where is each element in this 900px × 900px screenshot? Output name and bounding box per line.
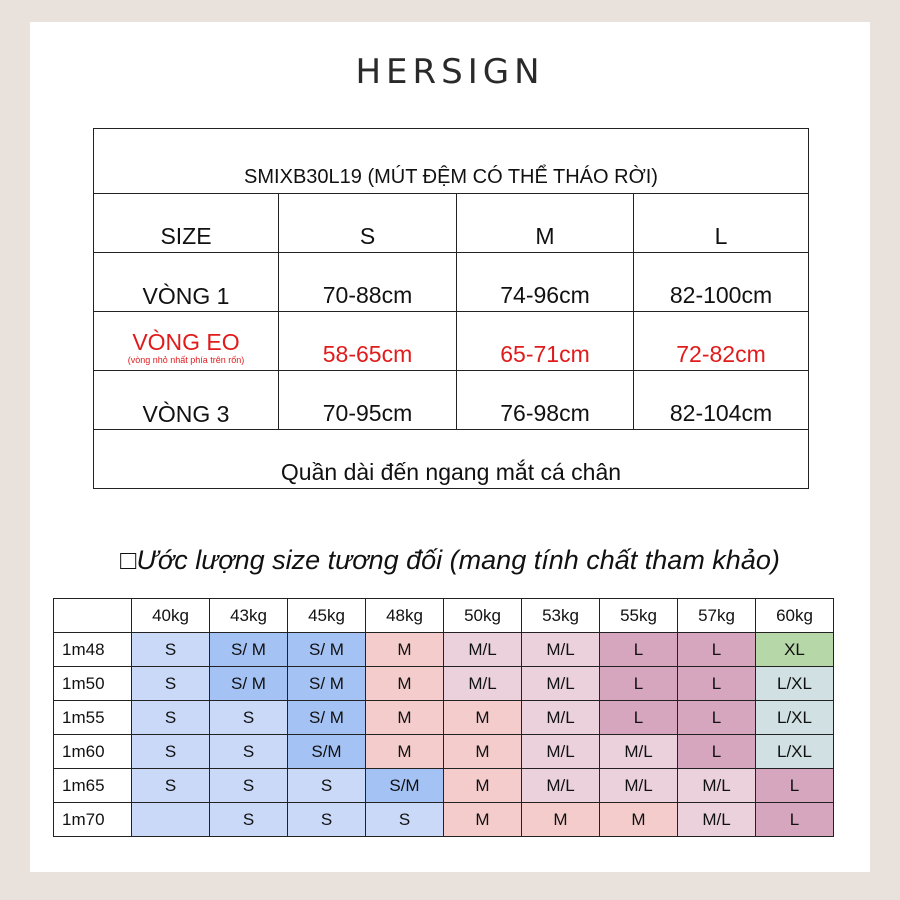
size-cell: M [444,701,522,735]
size-cell: S [132,633,210,667]
height-header: 1m60 [54,735,132,769]
measure-value: 82-100cm [634,253,809,312]
measure-row-hip [94,371,809,430]
size-header-row [94,194,809,253]
size-cell: L/XL [756,735,834,769]
size-cell: M/L [600,735,678,769]
size-cell: L [678,633,756,667]
height-header: 1m55 [54,701,132,735]
size-cell: L [756,803,834,837]
size-cell: M/L [522,667,600,701]
measure-value: 70-88cm [279,253,457,312]
measure-value: 70-95cm [279,371,457,430]
pants-length-note: Quần dài đến ngang mắt cá chân [94,430,809,489]
height-row [54,701,834,735]
size-cell: S/ M [288,667,366,701]
size-cell: S [132,769,210,803]
size-cell: M/L [444,667,522,701]
size-estimate-title: □Ước lượng size tương đối (mang tính chất tham khảo) [120,545,780,575]
size-cell: S [132,701,210,735]
size-header-s: S [279,194,457,253]
waist-sublabel: (vòng nhỏ nhất phía trên rốn) [127,355,245,365]
size-cell: S [210,769,288,803]
height-row [54,633,834,667]
size-cell: M [366,633,444,667]
weight-header: 45kg [288,599,366,633]
height-header: 1m70 [54,803,132,837]
size-cell: M [366,667,444,701]
measure-row-waist [94,312,809,371]
height-header: 1m50 [54,667,132,701]
size-cell: L/XL [756,701,834,735]
size-cell: M [444,735,522,769]
measure-value: 58-65cm [279,312,457,371]
weight-header: 50kg [444,599,522,633]
weight-header: 43kg [210,599,288,633]
size-cell: S [288,769,366,803]
size-cell: S/ M [210,633,288,667]
size-cell: S [132,735,210,769]
size-cell: S [210,701,288,735]
size-cell: S/ M [288,701,366,735]
measure-value: 76-98cm [457,371,634,430]
size-label: SIZE [94,194,279,253]
size-cell: M [522,803,600,837]
measure-value: 72-82cm [634,312,809,371]
size-cell: L [678,701,756,735]
height-row [54,735,834,769]
size-cell: S/ M [288,633,366,667]
size-cell: M [444,769,522,803]
size-cell: S [210,735,288,769]
weight-header: 55kg [600,599,678,633]
weight-header-row [54,599,834,633]
height-header: 1m48 [54,633,132,667]
size-cell: S/M [288,735,366,769]
weight-header: 48kg [366,599,444,633]
size-cell: M/L [600,769,678,803]
corner-cell [54,599,132,633]
product-code-row [94,129,809,194]
height-header: 1m65 [54,769,132,803]
size-header-m: M [457,194,634,253]
size-cell: M [444,803,522,837]
size-cell: L [678,667,756,701]
weight-header: 60kg [756,599,834,633]
size-cell: M [600,803,678,837]
measure-value: 82-104cm [634,371,809,430]
measure-label: VÒNG 1 [94,253,279,312]
size-spec-table [93,128,809,489]
size-cell: S [366,803,444,837]
measure-label: VÒNG 3 [94,371,279,430]
height-row [54,769,834,803]
size-cell: M/L [522,769,600,803]
size-cell: S/M [366,769,444,803]
size-cell: S [132,667,210,701]
size-header-l: L [634,194,809,253]
size-cell: M/L [522,633,600,667]
pants-length-note-row [94,430,809,489]
size-cell: M/L [678,803,756,837]
size-cell: S [210,803,288,837]
size-cell: L [756,769,834,803]
size-cell: M/L [444,633,522,667]
size-cell: L [600,667,678,701]
size-cell: M [366,701,444,735]
product-code-title: SMIXB30L19 (MÚT ĐỆM CÓ THỂ THÁO RỜI) [94,129,809,194]
size-cell: M [366,735,444,769]
size-cell: L [600,701,678,735]
measure-value: 74-96cm [457,253,634,312]
size-cell: M/L [678,769,756,803]
measure-label [94,312,279,371]
size-cell: S/ M [210,667,288,701]
weight-header: 57kg [678,599,756,633]
size-cell: M/L [522,735,600,769]
measure-row-bust [94,253,809,312]
size-cell: L [600,633,678,667]
weight-header: 53kg [522,599,600,633]
measure-value: 65-71cm [457,312,634,371]
size-estimate-grid [53,598,834,837]
waist-label: VÒNG EO [132,329,240,355]
size-cell: S [288,803,366,837]
height-row [54,803,834,837]
weight-header: 40kg [132,599,210,633]
height-row [54,667,834,701]
size-cell: L [678,735,756,769]
size-cell: XL [756,633,834,667]
brand-logo: HERSIGN [355,52,545,92]
size-cell: L/XL [756,667,834,701]
size-cell [132,803,210,837]
size-cell: M/L [522,701,600,735]
